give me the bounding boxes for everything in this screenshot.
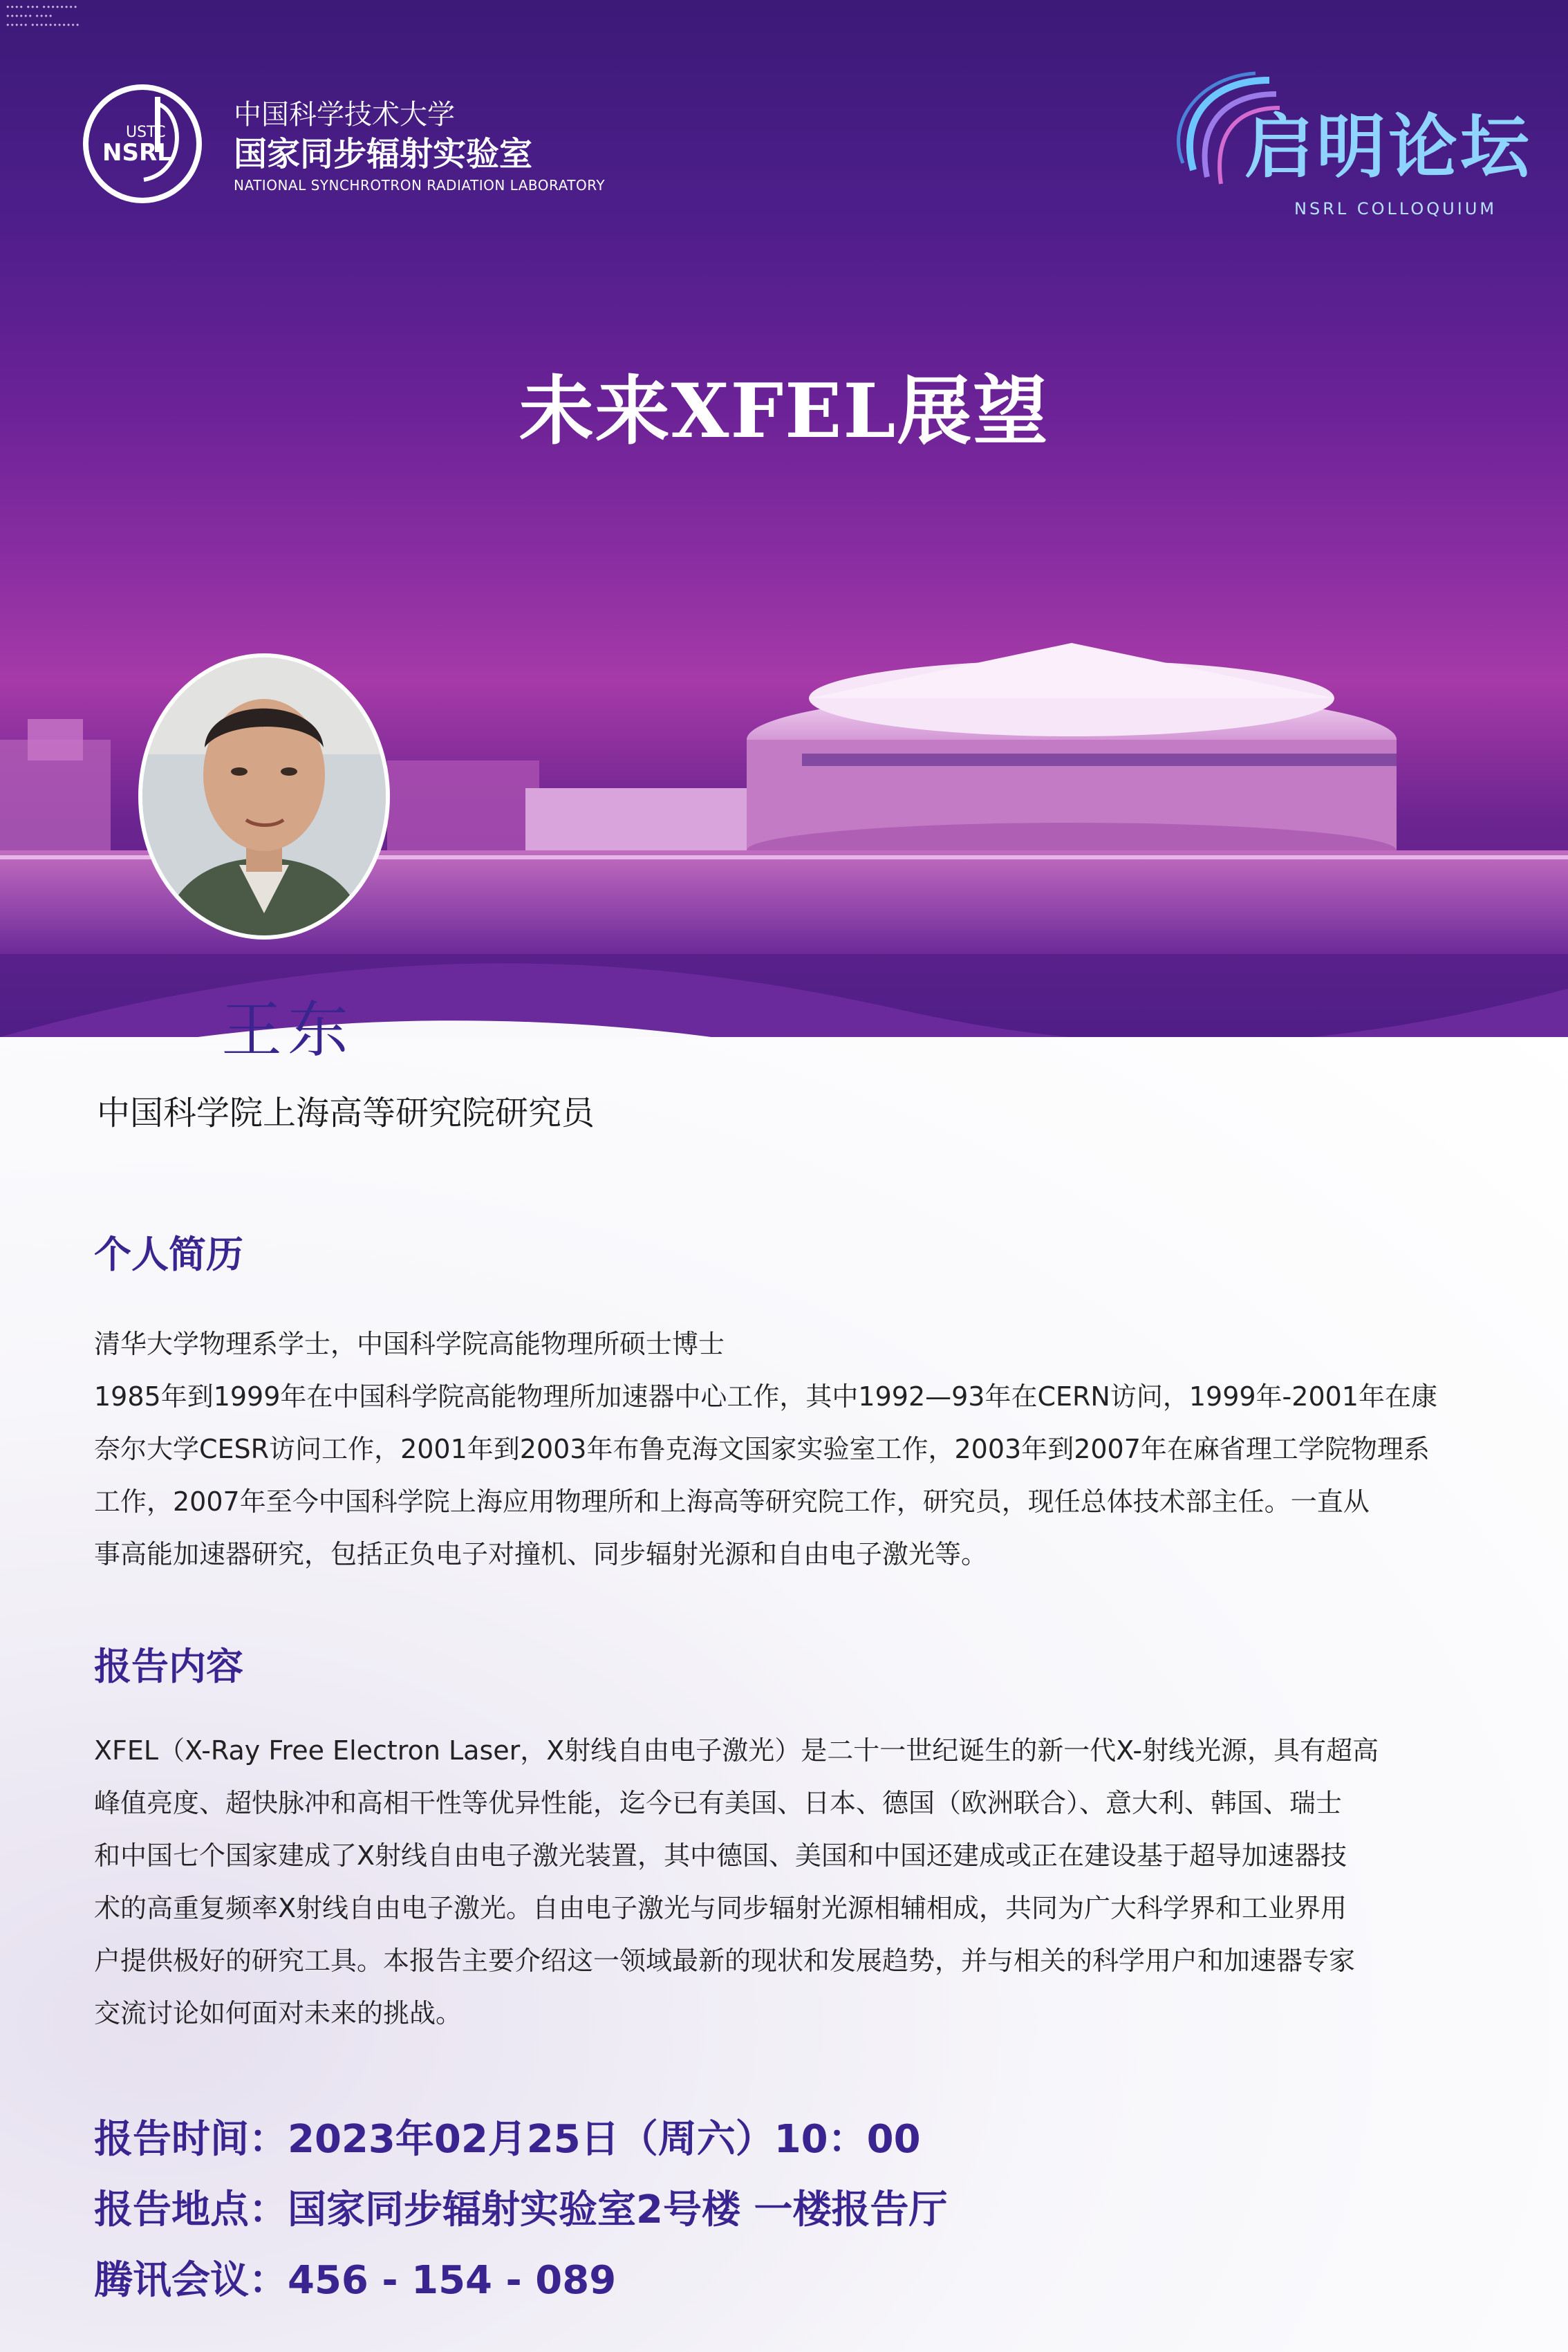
bio-line: 事高能加速器研究，包括正负电子对撞机、同步辐射光源和自由电子激光等。 (94, 1539, 988, 1569)
abstract-line: 峰值亮度、超快脉冲和高相干性等优异性能，迄今已有美国、日本、德国（欧洲联合）、意大利、韩国、瑞士 (94, 1788, 1343, 1818)
ustc-badge-text: USTC (126, 124, 166, 141)
nsrl-badge-text: NSRL (102, 139, 172, 167)
bio-paragraph (94, 1318, 1511, 1580)
colloquium-title: 启明论坛 (1244, 106, 1532, 187)
event-time: 报告时间：2023年02月25日（周六）10：00 (94, 2117, 921, 2162)
event-location: 报告地点：国家同步辐射实验室2号楼 一楼报告厅 (94, 2187, 948, 2232)
abstract-line: XFEL（X-Ray Free Electron Laser，X射线自由电子激光）是二十一世纪诞生的新一代X-射线光源，具有超高 (94, 1735, 1379, 1766)
abstract-heading: 报告内容 (94, 1645, 243, 1688)
tencent-meeting-id: 腾讯会议：456 - 154 - 089 (94, 2258, 617, 2303)
abstract-line: 户提供极好的研究工具。本报告主要介绍这一领域最新的现状和发展趋势，并与相关的科学用户和加速器专家 (94, 1945, 1356, 1976)
talk-title: 未来XFEL展望 (519, 368, 1049, 455)
ustc-nsrl-logo-icon (82, 83, 203, 205)
speaker-affiliation: 中国科学院上海高等研究院研究员 (97, 1094, 595, 1132)
speaker-name: 王东 (221, 994, 355, 1065)
university-name: 中国科学技术大学 (234, 99, 455, 131)
lab-name-cn: 国家同步辐射实验室 (234, 135, 533, 174)
bio-line: 清华大学物理系学士，中国科学院高能物理所硕士博士 (94, 1329, 725, 1359)
abstract-paragraph (94, 1724, 1511, 2040)
colloquium-subtitle: NSRL COLLOQUIUM (1294, 199, 1497, 218)
lab-name-en: NATIONAL SYNCHROTRON RADIATION LABORATORY (234, 177, 606, 194)
abstract-line: 交流讨论如何面对未来的挑战。 (94, 1998, 463, 2028)
bio-line: 工作，2007年至今中国科学院上海应用物理所和上海高等研究院工作，研究员，现任总体技术部主任。一直从 (94, 1486, 1370, 1517)
bio-line: 1985年到1999年在中国科学院高能物理所加速器中心工作，其中1992—93年在CERN访问，1999年-2001年在康 (94, 1381, 1437, 1412)
abstract-line: 术的高重复频率X射线自由电子激光。自由电子激光与同步辐射光源相辅相成，共同为广大科学界和工业界用 (94, 1893, 1347, 1923)
speaker-portrait-image (142, 657, 386, 935)
abstract-line: 和中国七个国家建成了X射线自由电子激光装置，其中德国、美国和中国还建成或正在建设基于超导加速器技 (94, 1840, 1347, 1871)
bio-line: 奈尔大学CESR访问工作，2001年到2003年布鲁克海文国家实验室工作，2003年到2007年在麻省理工学院物理系 (94, 1434, 1430, 1464)
corner-microtext: •••• ••• •••••••• •••••• •••• ••••• ••••••••••• (6, 3, 80, 30)
ustc-lab-name (234, 97, 605, 195)
bio-heading: 个人简历 (94, 1233, 243, 1276)
speaker-photo (138, 653, 390, 940)
